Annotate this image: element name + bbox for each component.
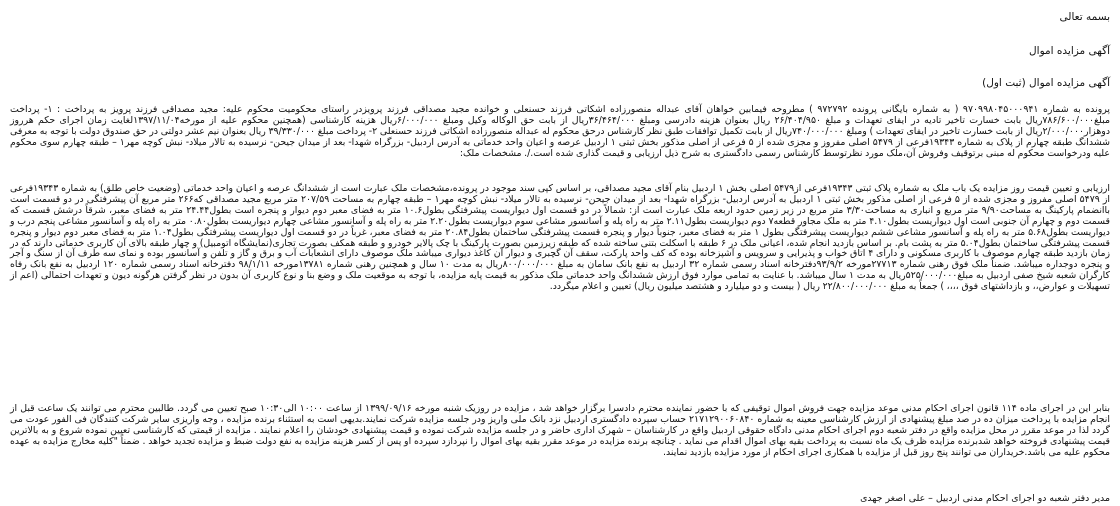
notice-subtitle: آگهی مزایده اموال (ثبت اول)	[982, 77, 1110, 89]
notice-title: آگهی مزایده اموال	[1029, 45, 1110, 57]
property-valuation-paragraph: ارزیابی و تعیین قیمت روز مزایده یک باب ملک به شماره پلاک ثبتی ۱۹۳۴۳فرعی از۵۴۷۹ اصلی بخش ۱ اردبیل بنام آقای مجید مصداقی، بر اساس کپی سند موجود در پرونده،مشخصات ملک عبارت است از ششدانگ عرصه و اعیان واحد خدماتی (وضعیت خاص طلق) به شماره ۱۹۳۴۳فرعی از ۵۴۷۹ اصلی مفروز و مجزی شده از ۵ فرعی از اصلی مذکور بخش ثبتی ۱ اردبیل به آدرس اردبیل- بزرگراه شهدا- بعد از میدان جیحن- نرسیده به تالار میلاد- نبش کوچه مهر۱ – طبقه چهارم به مساحت ۲۰۷/۵۹ متر مربع مجید مصداقی که۲۶۶ متر مربع آن پیشرفتگی در دو قسمت است باانضمام پارکینگ به مساحت۹/۹۰ متر مربع و انباری به مساحت۳/۳۰ متر مربع در زیر زمین حدود اربعه ملک عبارت است از: شمالاً در دو قسمت اول دیواریست پیشرفتگی بطول۱۰.۶ متر به فضای معبر دوم دیوار و پنجره است بطول۲۴.۴۴ متر به فضای معبر، شرقاً درشش قسمت که قسمت دوم و چهارم آن جنوبی است اول دیواریست بطول۴.۱۰ متر به ملک مجاور قطعه۷ دوم دیواریست بطول۲.۱۱ متر به راه پله و آسانسور مشاعی سوم دیواریست بطول۲.۲۰ متر به راه پله و آسانسور مشاعی چهارم دیواریست بطول۰.۸۰ متر به راه پله و آسانسور مشاعی پنجم درب و دیواریست بطول۵.۶۸ متر به راه پله و آسانسور مشاعی ششم دیواریست پیشرفتگی بطول ۱ متر به فضای معبر، جنوباً دیوار و پنجره قسمت پیشرفتگی ساختمان بطول۲۰.۸۴ متر به فضای معبر، غرباً در دو قسمت اول دیواریست پیشرفتگی بطول۱.۰۴ متر به فضای معبر دوم دیوار و پنجره قسمت پیشرفتگی ساختمان بطول۵.۰۴ متر به پشت بام. بر اساس بازدید انجام شده، اعیانی ملک در ۶ طبقه با اسکلت بتنی ساخته شده که طبقه زیرزمین بصورت پارکینگ با چک پالایر خودرو و طبقه همکف بصورت تجاری(نمایشگاه اتومبیل) و چهار طبقه بالای آن کاربری خدماتی دارند که در زمان بازدید طبقه چهارم موصوف با کاربری مسکونی و دارای ۴ اتاق خواب و پذیرایی و سرویس و آشپزخانه بوده که کف واحد پارکت، سقف آن گچبری و دیوار آن کاغذ دیواری میباشد ملک موصوف دارای انشعابات آب و برق و گاز و تلفن و آسانسور بوده و نمای سه طرف آن از سنگ و آجر و پنجره دوجداره میباشد. ضمناً ملک فوق رهنی شماره ۲۷۷۱۳مورخه ۹۳/۹/۲دفترخانه اسناد رسمی شماره ۳۲ اردبیل به نفع بانک سامان به مبلغ ۸۰۰/۰۰۰/۰۰۰ریال به مدت ۱۰ سال و همچنین رهنی شماره ۱۳۷۸۱مورخه ۹۸/۱/۱۱ دفترخانه اسناد رسمی شماره ۱۲۰ اردبیل به نفع بانک رفاه کارگران شعبه شیخ صفی اردبیل به مبلغ۵۲۵/۰۰۰/۰۰۰ریال به مدت ۱ سال میباشد. با عنایت به تمامی موارد فوق ارزش ششدانگ واحد خدماتی ملک مذکور به قیمت پایه مزایده، با توجه به موقعیت ملک و وضع بنا و نوع کاربری آن بدون در نظر گرفتن هرگونه دیون و تعهدات احتمالی (اعم از تسهیلات و عوارض،، و بازداشتهای فوق ،،،، ) جمعاً به مبلغ ۲۲/۸۰۰/۰۰۰/۰۰۰ ریال ( بیست و دو میلیارد و هشتصد میلیون ریال) تعیین و اعلام میگردد.	[10, 183, 1110, 293]
auction-terms-paragraph: بنابر این در اجرای ماده ۱۱۴ قانون اجرای احکام مدنی موعد مزایده جهت فروش اموال توقیفی که با حضور نماینده محترم دادسرا برگزار خواهد شد ، مزایده در روزیک شنبه مورخه ۱۳۹۹/۰۹/۱۶ از ساعت ۱۰:۰۰ الی۱۰:۳۰ صبح تعیین می گردد. طالبین محترم می توانند یک ساعت قبل از انجام مزایده با پرداخت میزان ده در صد مبلغ پیشنهادی از ارزش کارشناسی معینه به شماره ۲۱۷۱۲۹۰۰۶۰۸۴۰ حساب سپرده دادگستری اردبیل نزد بانک ملی واریز ودر جلسه مزایده شرکت نمایند.بدیهی است به استثناء برنده مزایده ، وجه واریزی سایر شرکت کنندگان فی الفور عودت می گردد لذا در موعد مقرر در محل مزایده واقع در دفتر شعبه دوم اجرای احکام مدنی دادگاه حقوقی اردبیل واقع در کارشناسان – شهرک اداری حاضر و در جلسه مزایده شرکت نموده و قیمت پیشنهادی خودشان را اعلام نمایند . مزایده از قیمتی که کارشناسی تعیین نموده شروع و به بالاترین قیمت پیشنهادی فروخته خواهد شدبرنده مزایده ظرف یک ماه نسبت به پرداخت بقیه بهای اموال اقدام می نماید . چنانچه برنده مزایده در موعد مقرر بقیه بهای اموال را نپردازد سپرده او پس از کسر هزینه مزایده به نفع دولت ضبط و مزایده تجدید خواهد . ضمناً "کلیه مخارج مزایده به عهده محکوم علیه می باشد.خریداران می توانند پنج روز قبل از مزایده با همکاری اجرای احکام از مورد مزایده بازدید نمایند.	[10, 403, 1110, 458]
basmala-heading: بسمه تعالی	[1059, 11, 1110, 23]
signature-line: مدیر دفتر شعبه دو اجرای احکام مدنی اردبیل – علی اصغر جهدی	[860, 493, 1110, 505]
case-details-paragraph: پرونده به شماره ۹۷۰۹۹۸۰۴۵۰۰۰۹۴۱ ( به شماره بایگانی پرونده ۹۷۲۷۹۲ ) مطروحه فیمابین خواهان آقای عبداله منصورزاده اشکاتی فرزند حسنعلی و خوانده مجید مصداقی فرزند پرویزدر راستای محکومیت محکوم علیه: مجید مصداقی فرزند پرویز به پرداخت : ۱- پرداخت مبلغ۷۸۶/۶۰۰/۰۰۰ریال بابت خسارت تاخیر تادیه در ایفای تعهدات و مبلغ ۲۶/۴۰۴/۹۵۰ ریال بعنوان هزینه دادرسی ومبلغ ۳۶/۴۶۴/۰۰۰ریال از بابت حق الوکاله وکیل ومبلغ ۶/۰۰۰/۰۰۰ریال هزینه کارشناسی (همچنین محکوم علیه از مورخه۱۳۹۷/۱۱/۰۴لغایت زمان اجرای حکم هرروز دوهزار۲/۰۰۰/۰۰۰ریال از بابت خسارت تاخیر در ایفای تعهدات ) ومبلغ ۷۴۰/۰۰۰/۰۰۰ریال از بابت تکمیل توافقات طبق نظر کارشناس درحق محکوم له عبداله منصورزاده اشکاتی فرزند حسنعلی ۲- پرداخت مبلغ ۳۹/۳۳۰/۰۰۰ ریال بعنوان نیم عشر دولتی در حق صندوق دولت با توجه به معرفی ششدانگ طبقه چهارم از پلاک به شماره ۱۹۳۴۳فرعی از ۵۴۷۹ اصلی مفروز و مجزی شده از ۵ فرعی از اصلی مذکور بخش ثبتی ۱ اردبیل عرصه و اعیان واحد خدماتی به آدرس اردبیل- بزرگراه شهدا- بعد از میدان جیحن- نرسیده به تالار میلاد- نبش کوچه مهر۱ – طبقه چهارم سوی محکوم علیه ودرخواست محکوم له مبنی برتوقیف وفروش آن،ملک مورد نظرتوسط کارشناس رسمی دادگستری به شرح ذیل ارزیابی و قیمت گذاری شده است./. مشخصات ملک:	[10, 104, 1111, 159]
